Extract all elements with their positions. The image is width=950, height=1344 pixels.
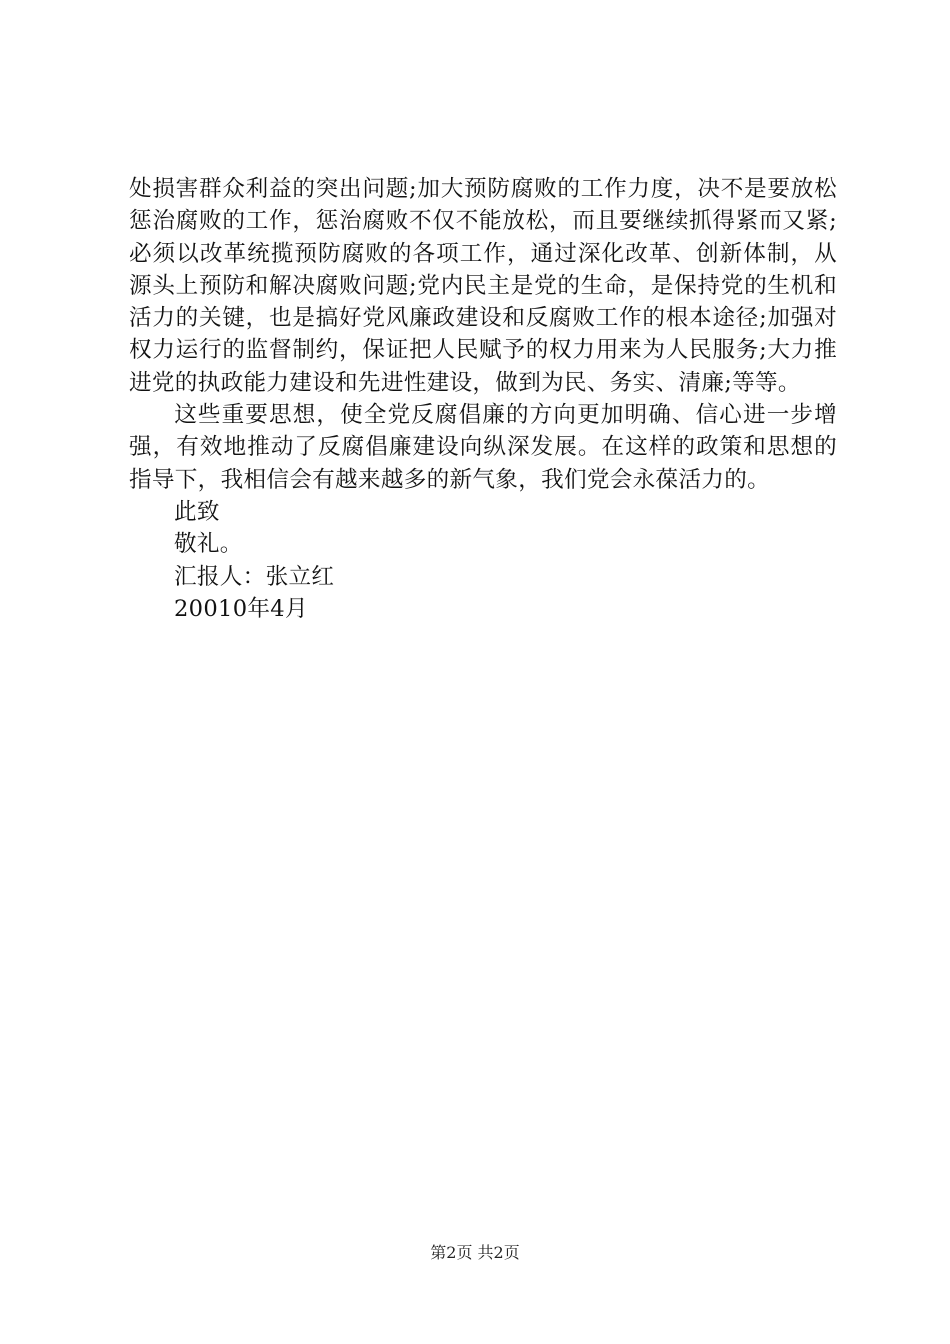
report-date: 20010年4月: [174, 595, 308, 622]
paragraph-continuation: 处损害群众利益的突出问题;加大预防腐败的工作力度，决不是要放松惩治腐败的工作，惩治腐败不仅不能放松，而且要继续抓得紧而又紧;必须以改革统揽预防腐败的各项工作，通过深化改革、创新体制，从源头上预防和解决腐败问题;党内民主是党的生命，是保持党的生机和活力的关键，也是搞好党风廉政建设和反腐败工作的根本途径;加强对权力运行的监督制约，保证把人民赋予的权力用来为人民服务;大力推进党的执政能力建设和先进性建设，做到为民、务实、清廉;等等。: [129, 176, 837, 396]
body-text: [129, 173, 837, 625]
reporter-signature: 汇报人：张立红: [174, 563, 335, 590]
closing-salutation: 此致: [174, 498, 220, 525]
paragraph-conclusion: 这些重要思想，使全党反腐倡廉的方向更加明确、信心进一步增强，有效地推动了反腐倡廉建设向纵深发展。在这样的政策和思想的指导下，我相信会有越来越多的新气象，我们党会永葆活力的。: [129, 402, 837, 493]
closing-regards: 敬礼。: [174, 531, 243, 558]
page-number-footer: 第2页 共2页: [430, 1243, 520, 1262]
